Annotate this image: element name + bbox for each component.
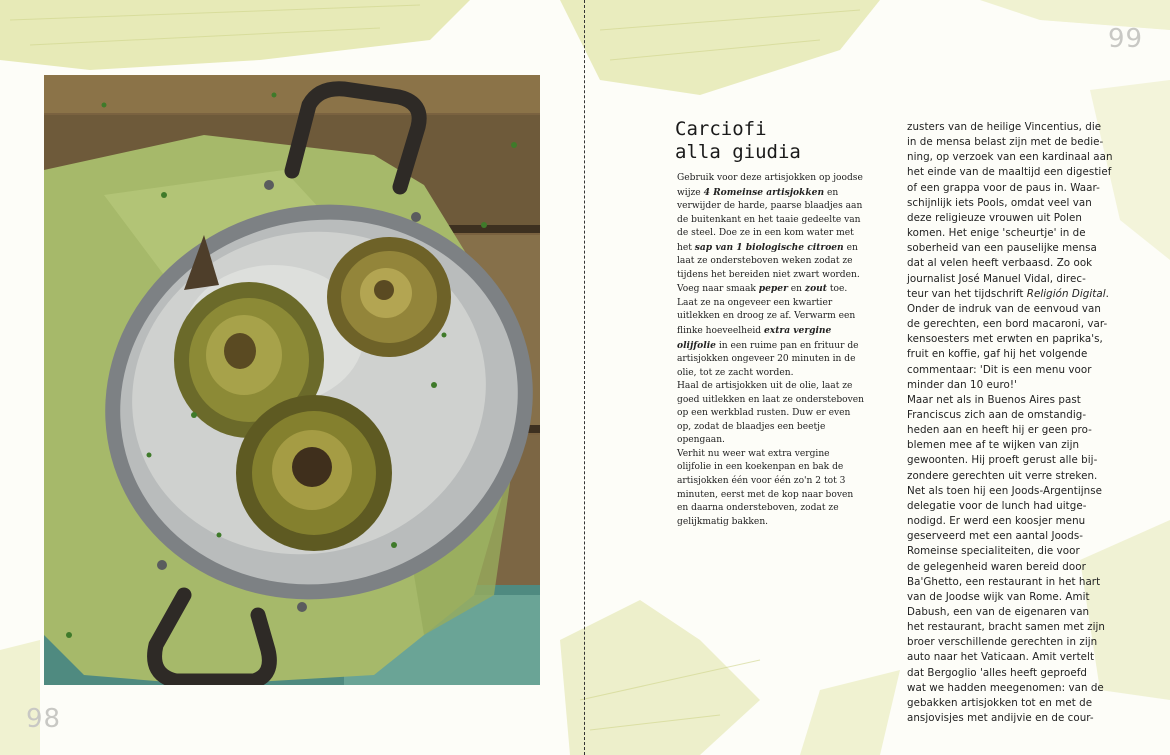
article-line: deze religieuze vrouwen uit Polen: [907, 211, 1082, 224]
article-line: Ba'Ghetto, een restaurant in het hart: [907, 575, 1101, 588]
article-line: Onder de indruk van de eenvoud van: [907, 302, 1101, 315]
page-gutter: [584, 0, 585, 755]
article-line: het restaurant, bracht samen met zijn: [907, 621, 1105, 634]
article-line: gewoonten. Hij proeft gerust alle bij-: [907, 454, 1098, 467]
ingredient-artichokes: 4 Romeinse artisjokken: [703, 186, 825, 198]
article-line: commentaar: 'Dit is een menu voor: [907, 363, 1092, 376]
article-line: Maar net als in Buenos Aires past: [907, 393, 1081, 406]
article-line: auto naar het Vaticaan. Amit vertelt: [907, 651, 1095, 664]
article-line: gebakken artisjokken tot en met de: [907, 696, 1093, 709]
recipe-title-line2: alla giudia: [675, 141, 801, 163]
article-line: kensoesters met erwten en paprika's,: [907, 333, 1103, 346]
ingredient-lemon: sap van 1 biologische citroen: [694, 241, 844, 253]
article-line: van de Joodse wijk van Rome. Amit: [907, 590, 1090, 603]
article-line: nodigd. Er werd een koosjer menu: [907, 515, 1086, 528]
article-line: soberheid van een pauselijke mensa: [907, 242, 1097, 255]
recipe-title: [675, 118, 875, 164]
page-number-right: 99: [1108, 24, 1144, 54]
article-line: fruit en koffie, gaf hij het volgende: [907, 348, 1088, 361]
article-line: het einde van de maaltijd een digestief: [907, 166, 1112, 179]
article-line: komen. Het enige 'scheurtje' in de: [907, 227, 1086, 240]
article-line: teur van het tijdschrift Religión Digital.: [907, 287, 1109, 300]
article-line: wat we hadden meegenomen: van de: [907, 681, 1104, 694]
artichoke-pan-photo: [44, 75, 540, 685]
article-line: geserveerd met een aantal Joods-: [907, 530, 1084, 543]
article-line: Net als toen hij een Joods-Argentijnse: [907, 484, 1103, 497]
recipe-title-line1: Carciofi: [675, 118, 767, 140]
recipe-paragraph-1: Gebruik voor deze artisjokken op joodse wijze 4 Romeinse artisjokken en verwijder de harde, paarse blaadjes aan de buitenkant en het taaie gedeelte van de steel. Doe ze in een kom water met het sap van 1 biologische citroen en laat ze ondersteboven weken zodat ze tijdens het bereiden niet zwart worden. Voeg naar smaak peper en zout toe.: [677, 173, 863, 295]
article-text-column: [907, 120, 1125, 726]
recipe-paragraph-4: Verhit nu weer wat extra vergine olijfolie in een koekenpan en bak de artisjokken één voor één zo'n 2 tot 3 minuten, eerst met de kop naar boven en daarna ondersteboven, zodat ze gelijkmatig bakken.: [677, 448, 854, 527]
page-number-left: 98: [26, 704, 62, 734]
article-line: blemen mee af te wijken van zijn: [907, 439, 1080, 452]
article-line: zusters van de heilige Vincentius, die: [907, 121, 1102, 133]
recipe-instructions: [677, 172, 865, 529]
recipe-paragraph-2: Laat ze na ongeveer een kwartier uitlekken en droog ze af. Verwarm een flinke hoeveelheid extra vergine olijfolie in een ruime pan en frituur de artisjokken ongeveer 20 minuten in de olie, tot ze zacht worden.: [677, 297, 859, 378]
article-line: Dabush, een van de eigenaren van: [907, 606, 1090, 618]
article-line: in de mensa belast zijn met de bedie-: [907, 136, 1104, 149]
article-line: zondere gerechten uit verre streken.: [907, 469, 1098, 482]
article-line: ansjovisjes met andijvie en de cour-: [907, 712, 1094, 725]
ingredient-pepper: peper: [758, 283, 788, 295]
article-line: delegatie voor de lunch had uitge-: [907, 499, 1087, 512]
article-line: dat Bergoglio 'alles heeft geproefd: [907, 666, 1088, 679]
ingredient-olive-oil: extra vergine olijfolie: [677, 325, 832, 351]
article-line: broer verschillende gerechten in zijn: [907, 636, 1098, 649]
article-line: minder dan 10 euro!': [907, 378, 1017, 391]
article-line: Romeinse specialiteiten, die voor: [907, 545, 1080, 558]
article-line: dat al velen heeft verbaasd. Zo ook: [907, 257, 1093, 270]
ingredient-salt: zout: [804, 283, 827, 295]
article-line: Franciscus zich aan de omstandig-: [907, 408, 1087, 421]
article-line: of een grappa voor de paus in. Waar-: [907, 181, 1100, 194]
article-line: ning, op verzoek van een kardinaal aan: [907, 151, 1113, 164]
article-line: heden aan en heeft hij er geen pro-: [907, 424, 1092, 437]
recipe-paragraph-3: Haal de artisjokken uit de olie, laat ze goed uitlekken en laat ze ondersteboven op een werkblad rusten. Duw er even op, zodat de blaadjes een beetje opengaan.: [677, 381, 864, 446]
article-line: schijnlijk iets Pools, omdat veel van: [907, 196, 1092, 209]
article-line: de gelegenheid waren bereid door: [907, 560, 1086, 573]
magazine-name: Religión Digital: [1026, 287, 1106, 300]
article-line: journalist José Manuel Vidal, direc-: [907, 272, 1086, 285]
article-line: de gerechten, een bord macaroni, var-: [907, 318, 1108, 331]
